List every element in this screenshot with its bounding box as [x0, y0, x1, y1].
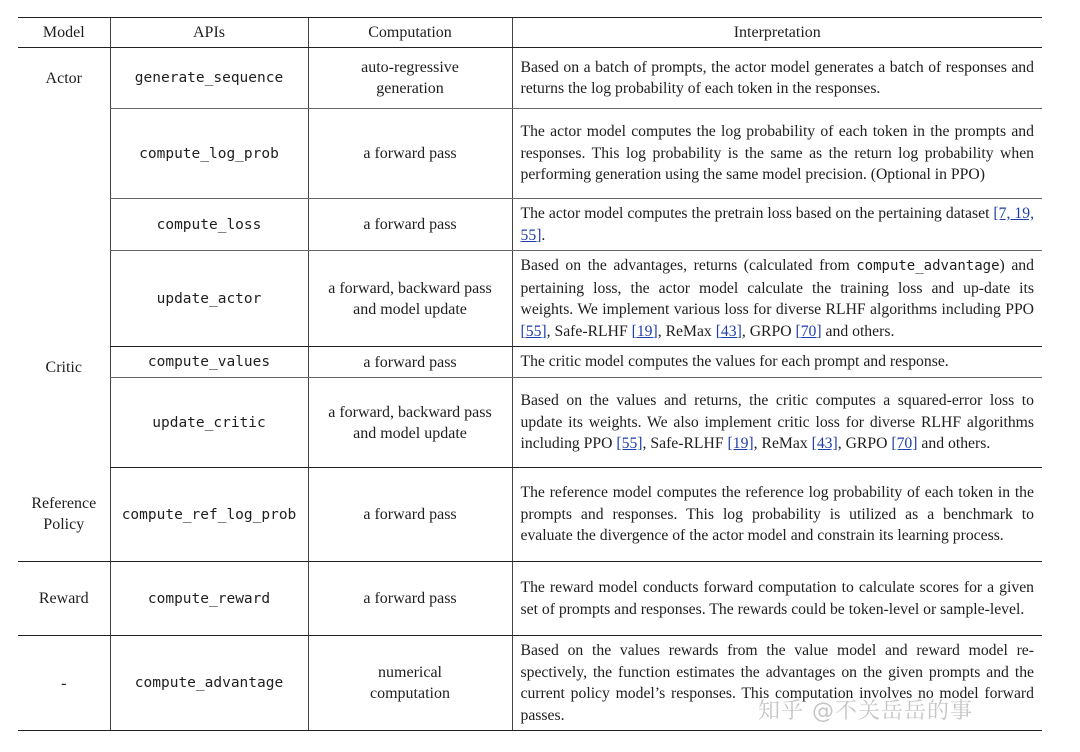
citation-link[interactable]: [43]: [811, 435, 838, 453]
computation-line: a forward pass: [363, 590, 457, 607]
interpretation-text: , Safe-RLHF: [546, 322, 632, 340]
api-cell: compute_loss: [110, 199, 308, 251]
model-cell: Actor: [45, 70, 82, 87]
table-row: [18, 468, 1042, 562]
header-interpretation: Interpretation: [512, 18, 1042, 48]
interpretation-text: , GRPO: [837, 435, 892, 453]
interpretation-text: The actor model computes the log probability of each token in the prompts and responses. This log probability is the same as the return log probability when performing generation using the same model precision. (Optional in PPO): [520, 123, 1034, 184]
interpretation-text: The critic model computes the values for each prompt and response.: [520, 353, 949, 371]
citation-link[interactable]: [55]: [520, 322, 547, 340]
rlhf-api-table-figure: [18, 17, 1042, 731]
table-row: [18, 347, 1042, 378]
computation-cell: [308, 199, 512, 251]
citation-link[interactable]: [70]: [891, 435, 918, 453]
api-cell: update_critic: [110, 378, 308, 468]
table-row: [18, 109, 1042, 199]
interpretation-text: , ReMax: [657, 322, 716, 340]
model-cell: -: [18, 636, 110, 731]
model-cell: Reward: [18, 562, 110, 636]
interpretation-text: Based on the values rewards from the value model and reward model re-spectively, the function estimates the advantages on the given prompts and the current policy model’s responses. This computation involves no model forward passes.: [520, 642, 1034, 724]
computation-line: and model update: [353, 300, 467, 318]
api-cell: compute_values: [110, 347, 308, 378]
citation-link[interactable]: [19]: [631, 322, 658, 340]
api-cell: compute_ref_log_prob: [110, 468, 308, 562]
table-row: [18, 562, 1042, 636]
interpretation-text: The reference model computes the reference log probability of each token in the prompts and responses. This log probability is utilized as a benchmark to evaluate the divergence of the actor model and constrain its learning process.: [520, 484, 1034, 545]
citation-link[interactable]: [7, 19, 55]: [520, 205, 1035, 244]
computation-line: numerical: [378, 664, 442, 681]
api-cell: update_actor: [110, 251, 308, 347]
interpretation-text: ) and pertaining loss, the actor model calculate the training loss and up-date its weights. We implement various loss for diverse RLHF algorithms including PPO: [520, 257, 1034, 318]
computation-cell: [308, 636, 512, 731]
inline-code: compute_advantage: [856, 258, 1000, 274]
interpretation-text: , ReMax: [753, 435, 812, 453]
interpretation-cell: [512, 251, 1042, 347]
citation-link[interactable]: [55]: [616, 435, 643, 453]
computation-line: a forward pass: [363, 353, 457, 371]
interpretation-cell: [512, 562, 1042, 636]
interpretation-cell: [512, 199, 1042, 251]
interpretation-cell: [512, 347, 1042, 378]
computation-cell: [308, 378, 512, 468]
model-cell: Critic: [45, 358, 82, 376]
api-cell: compute_advantage: [110, 636, 308, 731]
computation-cell: [308, 468, 512, 562]
computation-cell: [308, 347, 512, 378]
computation-line: a forward pass: [363, 506, 457, 523]
citation-link[interactable]: [70]: [795, 322, 822, 340]
table-row: [18, 48, 1042, 109]
api-cell: compute_log_prob: [110, 109, 308, 199]
computation-line: a forward pass: [363, 216, 457, 233]
table-row: [18, 251, 1042, 347]
interpretation-text: and others.: [917, 435, 991, 453]
computation-line: a forward pass: [363, 145, 457, 162]
computation-line: auto-regressive: [361, 59, 459, 76]
header-apis: APIs: [110, 18, 308, 48]
header-model: Model: [18, 18, 110, 48]
interpretation-text: The actor model computes the pretrain loss based on the pertaining dataset: [520, 205, 994, 222]
header-row: [18, 18, 1042, 48]
interpretation-text: The reward model conducts forward computation to calculate scores for a given set of prompts and responses. The rewards could be token-level or sample-level.: [520, 579, 1034, 618]
interpretation-text: Based on the advantages, returns (calculated from: [520, 257, 857, 274]
computation-cell: [308, 251, 512, 347]
computation-line: computation: [370, 685, 450, 702]
computation-cell: [308, 109, 512, 199]
computation-line: generation: [376, 80, 444, 97]
api-cell: generate_sequence: [110, 48, 308, 109]
table-row: [18, 199, 1042, 251]
watermark: 知乎 @不关岳岳的事: [758, 699, 973, 724]
interpretation-cell: [512, 109, 1042, 199]
interpretation-text: Based on the values and returns, the critic computes a squared-error loss to update its weights. We also implement critic loss for diverse RLHF algorithms including PPO: [520, 392, 1034, 453]
interpretation-cell: [512, 468, 1042, 562]
api-cell: compute_reward: [110, 562, 308, 636]
citation-link[interactable]: [19]: [727, 435, 754, 453]
interpretation-text: and others.: [821, 322, 895, 340]
computation-line: a forward, backward pass: [328, 279, 492, 297]
computation-cell: [308, 48, 512, 109]
computation-line: and model update: [353, 424, 467, 442]
header-computation: Computation: [308, 18, 512, 48]
table-row: [18, 378, 1042, 468]
citation-link[interactable]: [43]: [715, 322, 742, 340]
interpretation-text: , Safe-RLHF: [642, 435, 728, 453]
model-cell: Reference Policy: [18, 468, 110, 562]
computation-line: a forward, backward pass: [328, 403, 492, 421]
interpretation-cell: [512, 48, 1042, 109]
table-body: [18, 48, 1042, 731]
interpretation-text: , GRPO: [741, 322, 796, 340]
api-table: [18, 17, 1042, 731]
interpretation-text: .: [541, 226, 546, 244]
computation-cell: [308, 562, 512, 636]
interpretation-text: Based on a batch of prompts, the actor model generates a batch of responses and returns the log probability of each token in the responses.: [520, 58, 1034, 97]
interpretation-cell: [512, 378, 1042, 468]
